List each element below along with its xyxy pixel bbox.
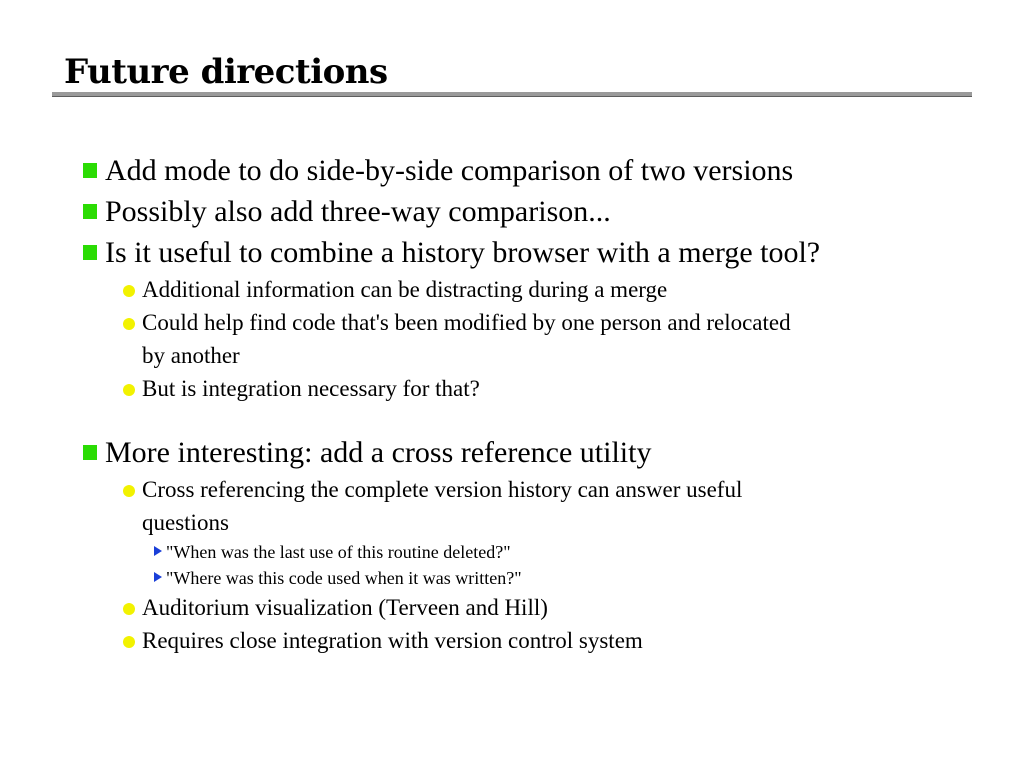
spacer: [80, 405, 980, 432]
list-item-text: More interesting: add a cross reference utility: [105, 436, 652, 469]
green-square-bullet-icon: [83, 204, 97, 219]
sub-list-item-text: Could help find code that's been modified by one person and relocated: [142, 310, 791, 335]
sub-list-item-text: Requires close integration with version control system: [142, 628, 643, 653]
sub-list-item-text: Auditorium visualization (Terveen and Hill): [142, 595, 548, 620]
sub-list-item-text: Cross referencing the complete version history can answer useful: [142, 477, 743, 502]
list-item: [80, 191, 980, 232]
sub-list-item: [80, 306, 980, 372]
yellow-dot-bullet-icon: [123, 603, 135, 615]
green-square-bullet-icon: [83, 163, 97, 178]
yellow-dot-bullet-icon: [123, 318, 135, 330]
list-item-text: Is it useful to combine a history browser with a merge tool?: [105, 236, 821, 269]
sub-list-item: [80, 473, 980, 539]
list-item-text: Possibly also add three-way comparison...: [105, 195, 611, 228]
yellow-dot-bullet-icon: [123, 636, 135, 648]
sub-list-item-text: But is integration necessary for that?: [142, 376, 480, 401]
sub-sub-list-item: [80, 539, 980, 565]
list-item-text: Add mode to do side-by-side comparison of two versions: [105, 154, 794, 187]
sub-sub-list-item-text: "Where was this code used when it was written?": [166, 568, 522, 588]
sub-list-item: [80, 273, 980, 306]
sub-list-item: [80, 624, 980, 657]
sub-list-item: [80, 372, 980, 405]
yellow-dot-bullet-icon: [123, 384, 135, 396]
green-square-bullet-icon: [83, 245, 97, 260]
sub-list-item: [80, 591, 980, 624]
blue-triangle-bullet-icon: [154, 546, 162, 556]
sub-sub-list-item: [80, 565, 980, 591]
sub-list-item-text-continued: questions: [142, 510, 229, 535]
yellow-dot-bullet-icon: [123, 485, 135, 497]
sub-list-item-text: Additional information can be distracting during a merge: [142, 277, 668, 302]
list-item: [80, 432, 980, 473]
sub-sub-list-item-text: "When was the last use of this routine deleted?": [166, 542, 511, 562]
title-rule: [52, 92, 972, 97]
green-square-bullet-icon: [83, 445, 97, 460]
list-item: [80, 232, 980, 273]
bullet-list: [80, 150, 980, 657]
yellow-dot-bullet-icon: [123, 285, 135, 297]
slide-title: Future directions: [64, 52, 388, 92]
list-item: [80, 150, 980, 191]
blue-triangle-bullet-icon: [154, 572, 162, 582]
sub-list-item-text-continued: by another: [142, 343, 240, 368]
